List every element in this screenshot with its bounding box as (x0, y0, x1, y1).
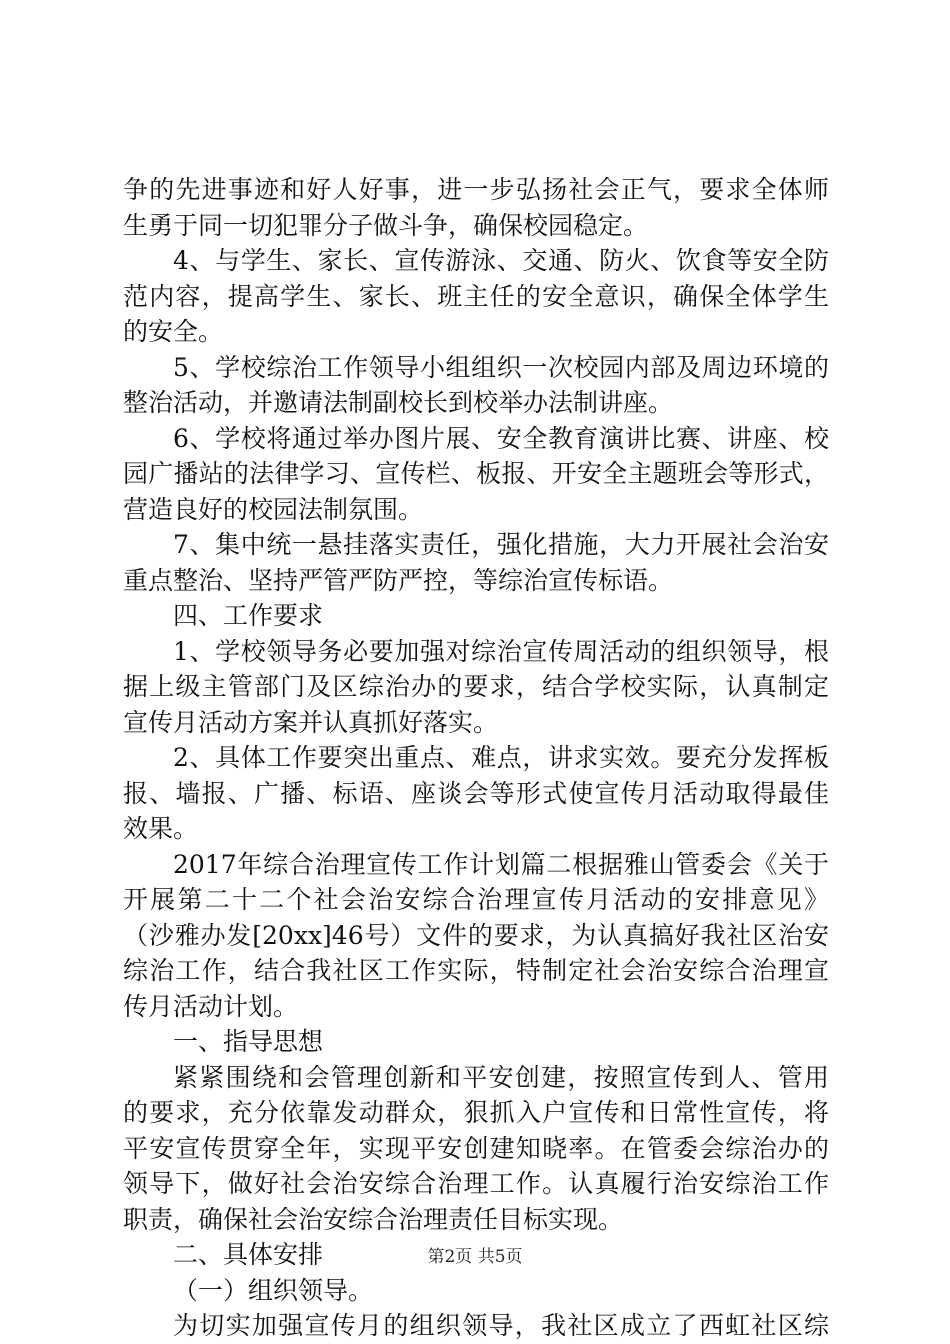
text-line: 四、工作要求 (173, 601, 324, 630)
text-line: 报、墙报、广播、标语、座谈会等形式使宣传月活动取得最佳 (123, 778, 829, 808)
text-line: 争的先进事迹和好人好事，进一步弘扬社会正气，要求全体师 (123, 175, 829, 204)
text-line: 开展第二十二个社会治安综合治理宣传月活动的安排意见》 (123, 885, 829, 914)
text-line: 生勇于同一切犯罪分子做斗争，确保校园稳定。 (123, 210, 649, 240)
document-body (123, 172, 829, 1344)
page-footer: 第2页 共5页 (427, 1247, 523, 1267)
text-line: 6、学校将通过举办图片展、安全教育演讲比赛、讲座、校 (173, 423, 829, 453)
text-line: 重点整治、坚持严管严防严控，等综治宣传标语。 (123, 565, 674, 595)
text-line: 5、学校综治工作领导小组组织一次校园内部及周边环境的 (173, 352, 829, 382)
text-line: （沙雅办发[20xx]46号）文件的要求，为认真搞好我社区治安 (123, 920, 829, 950)
text-line: 为切实加强宣传月的组织领导，我社区成立了西虹社区综 (173, 1311, 829, 1340)
text-line: 职责，确保社会治安综合治理责任目标实现。 (123, 1204, 624, 1234)
text-line: 传月活动计划。 (123, 991, 299, 1021)
text-line: 整治活动，并邀请法制副校长到校举办法制讲座。 (123, 388, 674, 417)
text-line: 范内容，提高学生、家长、班主任的安全意识，确保全体学生 (123, 281, 829, 311)
text-line: 据上级主管部门及区综治办的要求，结合学校实际，认真制定 (123, 672, 829, 701)
text-line: 的要求，充分依靠发动群众，狠抓入户宣传和日常性宣传，将 (123, 1098, 829, 1127)
text-line: 2、具体工作要突出重点、难点，讲求实效。要充分发挥板 (173, 743, 829, 772)
text-line: 综治工作，结合我社区工作实际，特制定社会治安综合治理宣 (123, 956, 829, 985)
text-line: 7、集中统一悬挂落实责任，强化措施，大力开展社会治安 (173, 530, 829, 559)
text-line: 领导下，做好社会治安综合治理工作。认真履行治安综治工作 (123, 1169, 829, 1198)
text-line: 一、指导思想 (173, 1027, 324, 1056)
text-line: 园广播站的法律学习、宣传栏、板报、开安全主题班会等形式， (123, 459, 829, 488)
text-line: 效果。 (123, 814, 199, 843)
text-line: 2017年综合治理宣传工作计划篇二根据雅山管委会《关于 (173, 849, 829, 879)
text-line: 宣传月活动方案并认真抓好落实。 (123, 707, 499, 737)
text-line: 的安全。 (123, 317, 224, 346)
text-line: 紧紧围绕和会管理创新和平安创建，按照宣传到人、管用 (173, 1062, 829, 1092)
text-line: （一）组织领导。 (173, 1275, 374, 1305)
text-line: 营造良好的校园法制氛围。 (123, 494, 424, 524)
text-line: 4、与学生、家长、宣传游泳、交通、防火、饮食等安全防 (173, 246, 829, 275)
text-line: 平安宣传贯穿全年，实现平安创建知晓率。在管委会综治办的 (123, 1133, 829, 1163)
text-line: 1、学校领导务必要加强对综治宣传周活动的组织领导，根 (173, 636, 829, 666)
text-line: 二、具体安排 (173, 1240, 324, 1269)
